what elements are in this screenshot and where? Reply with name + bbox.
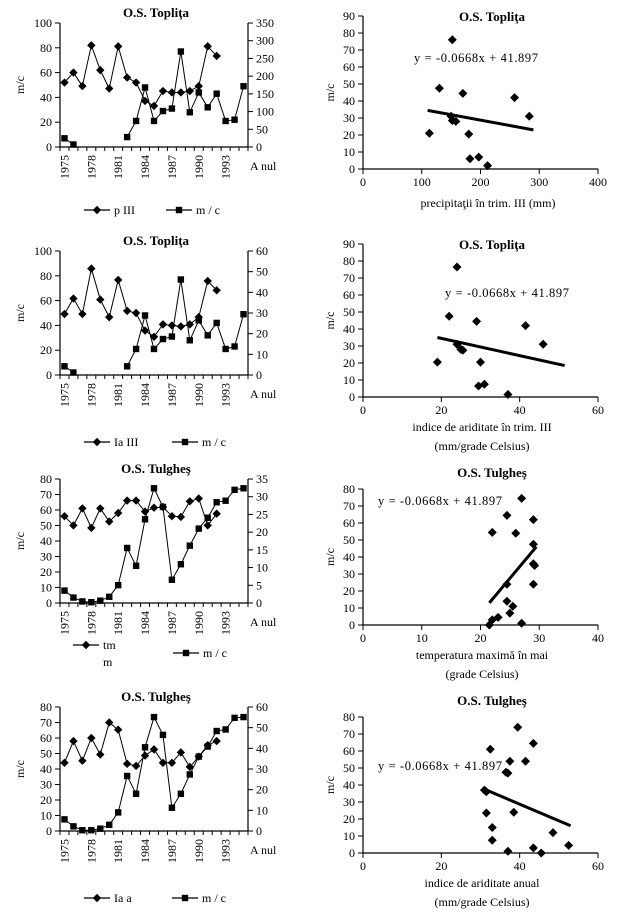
svg-text:20: 20	[343, 128, 355, 142]
svg-text:1987: 1987	[164, 839, 179, 863]
svg-text:30: 30	[343, 111, 355, 125]
svg-text:30: 30	[533, 631, 546, 645]
svg-text:10: 10	[256, 560, 268, 575]
toplita-aridity-scatter-canvas	[310, 228, 619, 456]
svg-text:20: 20	[40, 565, 52, 579]
svg-text:1987: 1987	[164, 383, 179, 407]
svg-text:70: 70	[343, 43, 355, 57]
svg-text:20: 20	[435, 859, 448, 873]
svg-text:1990: 1990	[191, 383, 206, 407]
svg-text:1987: 1987	[164, 155, 179, 179]
svg-text:15: 15	[256, 542, 268, 557]
svg-text:1975: 1975	[57, 155, 72, 179]
svg-text:80: 80	[343, 254, 355, 268]
svg-text:O.S. Tulgheş: O.S. Tulgheş	[121, 689, 191, 704]
svg-text:60: 60	[592, 403, 604, 417]
svg-text:1984: 1984	[138, 383, 153, 407]
svg-text:60: 60	[40, 293, 52, 308]
svg-text:1981: 1981	[111, 155, 126, 179]
svg-text:30: 30	[343, 339, 355, 353]
svg-text:80: 80	[40, 700, 52, 714]
svg-text:0: 0	[46, 824, 52, 838]
tulghes-aridity-line-canvas	[0, 684, 310, 912]
svg-text:5: 5	[256, 578, 262, 593]
toplita-aridity-line-canvas	[0, 228, 310, 456]
svg-text:O.S. Topliţa: O.S. Topliţa	[458, 9, 526, 24]
svg-text:50: 50	[343, 761, 355, 775]
svg-text:0: 0	[256, 824, 262, 838]
chart-toplita-precip-line	[0, 0, 310, 228]
svg-text:20: 20	[343, 356, 355, 370]
svg-text:0: 0	[360, 859, 366, 873]
svg-text:20: 20	[40, 343, 52, 358]
svg-text:1993: 1993	[218, 839, 233, 863]
svg-text:1981: 1981	[111, 839, 126, 863]
svg-text:20: 20	[435, 403, 448, 417]
svg-text:0: 0	[256, 368, 262, 382]
svg-text:60: 60	[40, 65, 52, 80]
svg-text:60: 60	[256, 700, 268, 714]
svg-text:20: 20	[343, 584, 355, 598]
svg-text:A nul: A nul	[250, 387, 277, 401]
svg-text:y = -0.0668x + 41.897: y = -0.0668x + 41.897	[445, 286, 570, 300]
svg-text:350: 350	[256, 16, 274, 30]
svg-text:1987: 1987	[164, 611, 179, 635]
svg-text:40: 40	[343, 550, 355, 564]
svg-text:O.S. Topliţa: O.S. Topliţa	[122, 5, 190, 20]
svg-text:100: 100	[412, 175, 431, 189]
svg-text:0: 0	[360, 175, 366, 189]
svg-text:40: 40	[256, 285, 268, 300]
svg-text:40: 40	[513, 859, 526, 873]
svg-text:1984: 1984	[138, 155, 153, 179]
svg-text:70: 70	[343, 727, 355, 741]
svg-text:50: 50	[256, 720, 268, 735]
svg-text:20: 20	[40, 115, 52, 130]
svg-text:10: 10	[415, 631, 428, 645]
svg-text:0: 0	[46, 140, 52, 154]
svg-text:300: 300	[530, 175, 549, 189]
svg-text:10: 10	[40, 808, 52, 823]
svg-text:m / c: m / c	[196, 203, 220, 217]
svg-text:200: 200	[471, 175, 490, 189]
svg-text:1984: 1984	[138, 611, 153, 635]
svg-text:p III: p III	[114, 203, 135, 217]
svg-text:1975: 1975	[57, 611, 72, 635]
svg-text:30: 30	[40, 777, 52, 792]
svg-text:100: 100	[256, 104, 274, 119]
svg-text:300: 300	[256, 33, 274, 48]
svg-text:80: 80	[343, 482, 355, 496]
svg-text:50: 50	[343, 77, 355, 91]
svg-text:O.S. Tulgheş: O.S. Tulgheş	[457, 693, 527, 708]
svg-text:0: 0	[46, 596, 52, 610]
svg-text:80: 80	[40, 40, 52, 55]
svg-text:(mm/grade Celsius): (mm/grade Celsius)	[434, 895, 530, 909]
svg-text:60: 60	[592, 859, 604, 873]
svg-text:m/c: m/c	[13, 304, 27, 322]
svg-text:precipitaţii în trim. III (mm): precipitaţii în trim. III (mm)	[420, 196, 556, 210]
chart-tulghes-aridity-line	[0, 684, 310, 912]
svg-text:50: 50	[256, 122, 268, 137]
svg-text:30: 30	[343, 567, 355, 581]
svg-text:60: 60	[343, 60, 355, 74]
chart-toplita-aridity-scatter	[310, 228, 619, 456]
svg-text:O.S. Tulgheş: O.S. Tulgheş	[121, 461, 191, 476]
svg-text:O.S. Topliţa: O.S. Topliţa	[458, 237, 526, 252]
svg-text:25: 25	[256, 507, 268, 522]
svg-text:40: 40	[343, 94, 355, 108]
svg-text:60: 60	[40, 503, 52, 517]
svg-text:1978: 1978	[84, 839, 99, 863]
svg-text:(grade Celsius): (grade Celsius)	[445, 667, 519, 681]
svg-text:tm: tm	[103, 638, 116, 652]
svg-text:m: m	[103, 655, 113, 669]
svg-text:0: 0	[349, 618, 355, 632]
svg-text:1993: 1993	[218, 611, 233, 635]
svg-text:35: 35	[256, 472, 268, 486]
svg-text:10: 10	[343, 373, 355, 387]
toplita-precip-line-canvas	[0, 0, 310, 228]
svg-text:60: 60	[343, 288, 355, 302]
svg-text:1990: 1990	[191, 155, 206, 179]
svg-text:80: 80	[343, 710, 355, 724]
svg-text:10: 10	[343, 601, 355, 615]
svg-text:40: 40	[40, 534, 52, 548]
svg-text:70: 70	[343, 271, 355, 285]
svg-text:1975: 1975	[57, 383, 72, 407]
svg-text:0: 0	[360, 631, 366, 645]
svg-text:m/c: m/c	[13, 760, 27, 778]
svg-text:m / c: m / c	[203, 646, 227, 660]
svg-text:30: 30	[343, 795, 355, 809]
svg-text:60: 60	[343, 516, 355, 530]
svg-text:70: 70	[40, 715, 52, 730]
svg-text:40: 40	[40, 90, 52, 105]
svg-text:1978: 1978	[84, 383, 99, 407]
chart-toplita-aridity-line	[0, 228, 310, 456]
svg-text:10: 10	[343, 829, 355, 843]
svg-text:m / c: m / c	[202, 891, 226, 905]
svg-text:60: 60	[40, 731, 52, 745]
svg-text:1993: 1993	[218, 155, 233, 179]
svg-text:10: 10	[343, 145, 355, 159]
svg-text:indice de ariditate în trim. I: indice de ariditate în trim. III	[412, 420, 552, 434]
svg-text:400: 400	[589, 175, 607, 189]
tulghes-tempmax-line-canvas	[0, 456, 310, 684]
svg-text:m/c: m/c	[323, 776, 337, 794]
svg-text:0: 0	[349, 390, 355, 404]
svg-text:60: 60	[343, 744, 355, 758]
svg-text:indice de ariditate anual: indice de ariditate anual	[424, 876, 540, 890]
svg-text:O.S. Tulgheş: O.S. Tulgheş	[457, 465, 527, 480]
svg-text:80: 80	[343, 26, 355, 40]
svg-text:200: 200	[256, 69, 274, 84]
svg-text:A nul: A nul	[250, 615, 277, 629]
svg-text:m/c: m/c	[323, 548, 337, 566]
svg-text:1990: 1990	[191, 611, 206, 635]
svg-text:(mm/grade Celsius): (mm/grade Celsius)	[434, 439, 530, 453]
svg-text:1978: 1978	[84, 611, 99, 635]
svg-text:250: 250	[256, 51, 274, 66]
svg-text:m/c: m/c	[323, 83, 337, 102]
svg-text:y = -0.0668x + 41.897: y = -0.0668x + 41.897	[414, 51, 539, 65]
svg-text:100: 100	[34, 16, 52, 30]
tulghes-tempmax-scatter-canvas	[310, 456, 619, 684]
svg-text:temperatura maximă în mai: temperatura maximă în mai	[415, 648, 549, 662]
svg-text:50: 50	[40, 518, 52, 533]
svg-text:20: 20	[256, 326, 268, 341]
svg-text:30: 30	[256, 762, 268, 776]
svg-text:0: 0	[256, 596, 262, 610]
svg-text:30: 30	[256, 306, 268, 320]
svg-text:50: 50	[256, 264, 268, 279]
svg-text:20: 20	[474, 631, 487, 645]
svg-text:m / c: m / c	[202, 435, 226, 449]
svg-text:50: 50	[343, 305, 355, 319]
svg-text:m/c: m/c	[13, 532, 27, 550]
svg-text:60: 60	[256, 244, 268, 258]
svg-text:30: 30	[40, 549, 52, 564]
svg-text:20: 20	[40, 793, 52, 807]
svg-text:50: 50	[40, 746, 52, 761]
svg-text:1993: 1993	[218, 383, 233, 407]
svg-text:100: 100	[34, 244, 52, 258]
svg-text:40: 40	[256, 741, 268, 756]
svg-text:y = -0.0668x + 41.897: y = -0.0668x + 41.897	[378, 494, 503, 508]
svg-text:A nul: A nul	[250, 843, 277, 857]
svg-text:y = -0.0668x + 41.897: y = -0.0668x + 41.897	[378, 759, 503, 773]
svg-text:Ia a: Ia a	[114, 891, 132, 905]
chart-toplita-precip-scatter	[310, 0, 619, 228]
tulghes-aridity-scatter-canvas	[310, 684, 619, 912]
svg-text:1981: 1981	[111, 611, 126, 635]
svg-text:80: 80	[40, 472, 52, 486]
svg-text:90: 90	[343, 9, 355, 23]
svg-text:150: 150	[256, 86, 274, 101]
svg-text:20: 20	[256, 782, 268, 797]
svg-text:80: 80	[40, 268, 52, 283]
svg-text:m/c: m/c	[323, 311, 337, 330]
toplita-precip-scatter-canvas	[310, 0, 619, 228]
svg-text:40: 40	[343, 778, 355, 792]
svg-text:70: 70	[40, 487, 52, 502]
svg-text:0: 0	[256, 140, 262, 154]
svg-text:10: 10	[256, 347, 268, 362]
svg-text:20: 20	[343, 812, 355, 826]
svg-text:40: 40	[40, 318, 52, 333]
svg-text:1975: 1975	[57, 839, 72, 863]
chart-tulghes-aridity-scatter	[310, 684, 619, 912]
svg-text:40: 40	[343, 322, 355, 336]
svg-text:0: 0	[46, 368, 52, 382]
svg-text:40: 40	[40, 762, 52, 776]
svg-text:30: 30	[256, 489, 268, 504]
svg-text:50: 50	[343, 533, 355, 547]
svg-text:10: 10	[40, 580, 52, 595]
svg-text:40: 40	[513, 403, 526, 417]
svg-text:0: 0	[349, 846, 355, 860]
chart-tulghes-tempmax-line	[0, 456, 310, 684]
svg-text:1984: 1984	[138, 839, 153, 863]
svg-text:0: 0	[360, 403, 366, 417]
svg-text:O.S. Topliţa: O.S. Topliţa	[122, 233, 190, 248]
svg-text:40: 40	[592, 631, 604, 645]
svg-text:70: 70	[343, 499, 355, 513]
svg-text:1981: 1981	[111, 383, 126, 407]
svg-text:m/c: m/c	[13, 76, 27, 94]
svg-text:0: 0	[349, 162, 355, 176]
svg-text:1990: 1990	[191, 839, 206, 863]
svg-text:Ia III: Ia III	[114, 435, 139, 449]
svg-text:20: 20	[256, 525, 268, 540]
svg-text:1978: 1978	[84, 155, 99, 179]
svg-text:10: 10	[256, 803, 268, 818]
chart-tulghes-tempmax-scatter	[310, 456, 619, 684]
svg-text:A nul: A nul	[250, 159, 277, 173]
svg-text:90: 90	[343, 237, 355, 251]
